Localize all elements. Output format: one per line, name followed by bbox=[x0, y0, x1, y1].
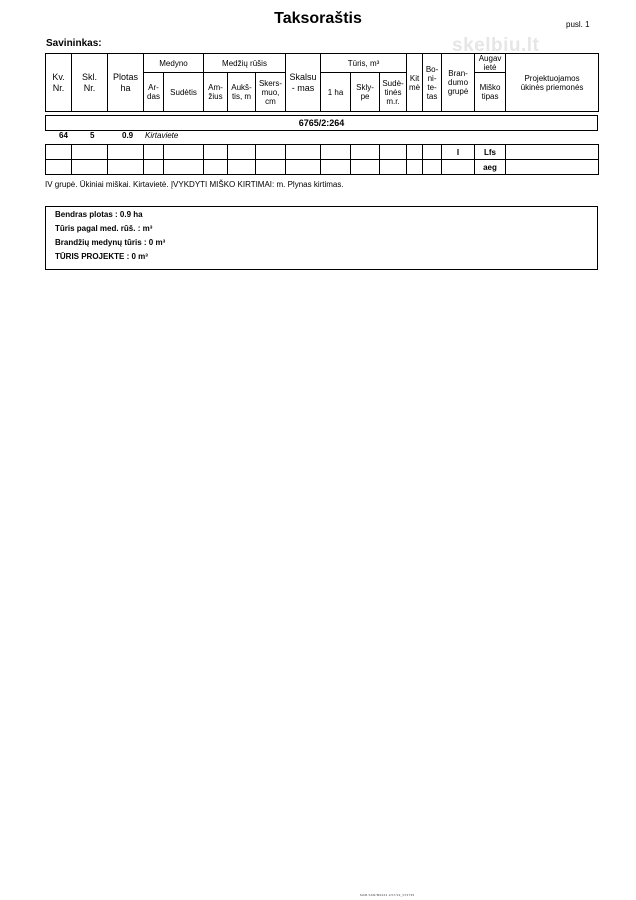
cell-misko-tipas: aeg bbox=[475, 160, 506, 175]
col-kv-nr: Kv. Nr. bbox=[46, 54, 72, 112]
col-sudetis: Sudėtis bbox=[164, 73, 204, 112]
stand-kv: 64 bbox=[59, 131, 68, 140]
col-aukstis: Aukš- tis, m bbox=[228, 73, 256, 112]
col-amzius: Am- žius bbox=[204, 73, 228, 112]
col-brandumo-grupe: Bran- dumo grupė bbox=[442, 54, 475, 112]
summary-box bbox=[45, 206, 598, 270]
owner-label: Savininkas: bbox=[46, 38, 102, 49]
summary-mature-volume: Brandžių medynų tūris : 0 m³ bbox=[55, 238, 166, 247]
col-priemones: Projektuojamos ūkinės priemonės bbox=[506, 54, 599, 112]
page-number: pusl. 1 bbox=[566, 20, 590, 29]
page-title: Taksoraštis bbox=[274, 10, 362, 27]
col-augaviete: Augav ietė bbox=[475, 54, 506, 73]
col-group-turis: Tūris, m³ bbox=[321, 54, 407, 73]
summary-area: Bendras plotas : 0.9 ha bbox=[55, 210, 143, 219]
col-turis-1ha: 1 ha bbox=[321, 73, 351, 112]
col-sklype: Skly- pe bbox=[351, 73, 380, 112]
stand-name: Kirtaviete bbox=[145, 131, 179, 140]
col-skalsumas: Skalsu - mas bbox=[286, 54, 321, 112]
cell-brandumo-grupe: I bbox=[442, 145, 475, 160]
watermark-logo: skelbiu.lt bbox=[452, 35, 540, 56]
col-misko-tipas: Miško tipas bbox=[475, 73, 506, 112]
summary-volume-species: Tūris pagal med. rūš. : m³ bbox=[55, 224, 153, 233]
cell-augaviete: Lfs bbox=[475, 145, 506, 160]
parcel-id: 6765/2:264 bbox=[45, 115, 598, 131]
col-bonitetas: Bo- ni- te- tas bbox=[423, 54, 442, 112]
stand-skl: 5 bbox=[90, 131, 95, 140]
summary-project-volume: TŪRIS PROJEKTE : 0 m³ bbox=[55, 252, 148, 261]
col-kita: Kit mė bbox=[407, 54, 423, 112]
footer-code: MAB.SKR/M0223 1/07/13_074735 bbox=[360, 893, 415, 897]
col-skersmuo: Skers- muo, cm bbox=[256, 73, 286, 112]
header-table bbox=[45, 53, 599, 112]
col-skl-nr: Skl. Nr. bbox=[72, 54, 108, 112]
stand-detail-table bbox=[45, 144, 599, 175]
col-group-rusis: Medžių rūšis bbox=[204, 54, 286, 73]
col-group-medyno: Medyno bbox=[144, 54, 204, 73]
col-plotas: Plotas ha bbox=[108, 54, 144, 112]
col-ardas: Ar- das bbox=[144, 73, 164, 112]
stand-remarks: IV grupė. Ūkiniai miškai. Kirtavietė. ĮVYKDYTI MIŠKO KIRTIMAI: m. Plynas kirtimas. bbox=[45, 180, 344, 189]
col-sudetines: Sudė- tinės m.r. bbox=[380, 73, 407, 112]
stand-plotas: 0.9 bbox=[122, 131, 134, 140]
